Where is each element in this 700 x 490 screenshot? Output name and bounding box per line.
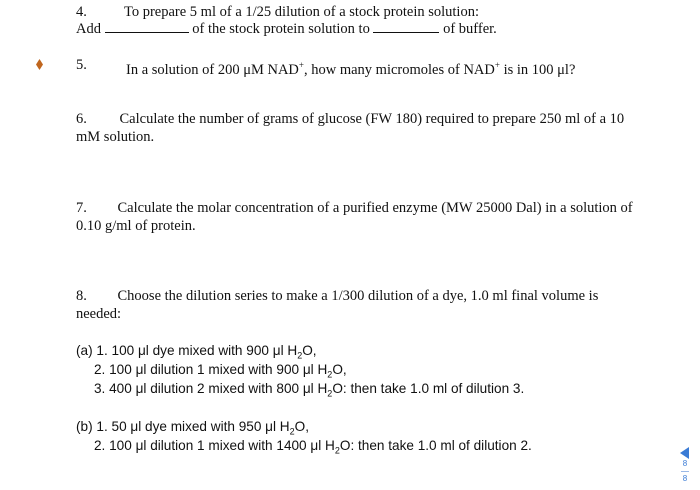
option-a-sub3: 2	[327, 388, 333, 399]
q4-end-text: of buffer.	[443, 21, 497, 37]
option-b-sub2: 2	[334, 445, 340, 456]
q8-text: Choose the dilution series to make a 1/300 dilution of a dye, 1.0 ml final volume is	[117, 288, 599, 304]
q5-mid: , how many micromoles of NAD	[303, 61, 495, 78]
q6-text: Calculate the number of grams of glucose (FW 180) required to prepare 250 ml of a 10	[119, 111, 625, 127]
option-a-sub1: 2	[297, 350, 303, 361]
q5-number: 5.	[76, 57, 87, 73]
option-a-line3-end: O: then take 1.0 ml of dilution 3.	[332, 381, 525, 396]
q7-text: Calculate the molar concentration of a purified enzyme (MW 25000 Dal) in a solution of	[117, 200, 633, 216]
q5-sup1: +	[298, 60, 304, 70]
q8-number: 8.	[76, 288, 87, 304]
option-b-line2-end: O: then take 1.0 ml of dilution 2.	[339, 438, 532, 453]
q7-line2: 0.10 g/ml of protein.	[76, 218, 196, 234]
q6-line1	[76, 111, 624, 128]
option-b-line1-text: (b) 1. 50 μl dye mixed with 950 μl H	[76, 419, 290, 434]
q4-text: To prepare 5 ml of a 1/25 dilution of a stock protein solution:	[124, 4, 479, 20]
q5-text	[126, 57, 575, 79]
bullet-marker	[36, 59, 43, 70]
total-pages: 8	[682, 474, 688, 483]
q7-line1	[76, 200, 633, 217]
current-page-number: 8	[682, 459, 688, 468]
option-a-line3	[94, 380, 524, 403]
q4-fill-line	[76, 20, 497, 38]
previous-page-icon[interactable]	[680, 447, 689, 459]
q4-number: 4.	[76, 4, 87, 20]
option-a-line2-end: O,	[332, 362, 347, 377]
q5-pre: In a solution of 200 μM NAD	[126, 61, 299, 78]
option-b-line1-end: O,	[294, 419, 309, 434]
q6-number: 6.	[76, 111, 87, 127]
option-a-line1-text: (a) 1. 100 μl dye mixed with 900 μl H	[76, 343, 298, 358]
q4-blank-stock[interactable]	[105, 20, 189, 33]
q4-add-label: Add	[76, 21, 101, 37]
q4-mid-text: of the stock protein solution to	[192, 21, 370, 37]
option-a-line3-text: 3. 400 μl dilution 2 mixed with 800 μl H	[94, 381, 328, 396]
q5-sup2: +	[494, 60, 500, 70]
q8-line2: needed:	[76, 306, 122, 322]
option-b-line2	[94, 437, 532, 460]
option-a-line1-end: O,	[302, 343, 317, 358]
q7-number: 7.	[76, 200, 87, 216]
q4-blank-buffer[interactable]	[373, 20, 439, 33]
page-navigator[interactable]	[676, 447, 694, 484]
q5-post: is in 100 μl?	[499, 61, 576, 78]
option-b-sub1: 2	[289, 426, 295, 437]
q8-line1	[76, 288, 598, 305]
option-a-line2-text: 2. 100 μl dilution 1 mixed with 900 μl H	[94, 362, 328, 377]
q6-line2: mM solution.	[76, 129, 155, 145]
option-a-sub2: 2	[327, 369, 333, 380]
page-separator	[681, 471, 689, 472]
option-b-line2-text: 2. 100 μl dilution 1 mixed with 1400 μl H	[94, 438, 335, 453]
